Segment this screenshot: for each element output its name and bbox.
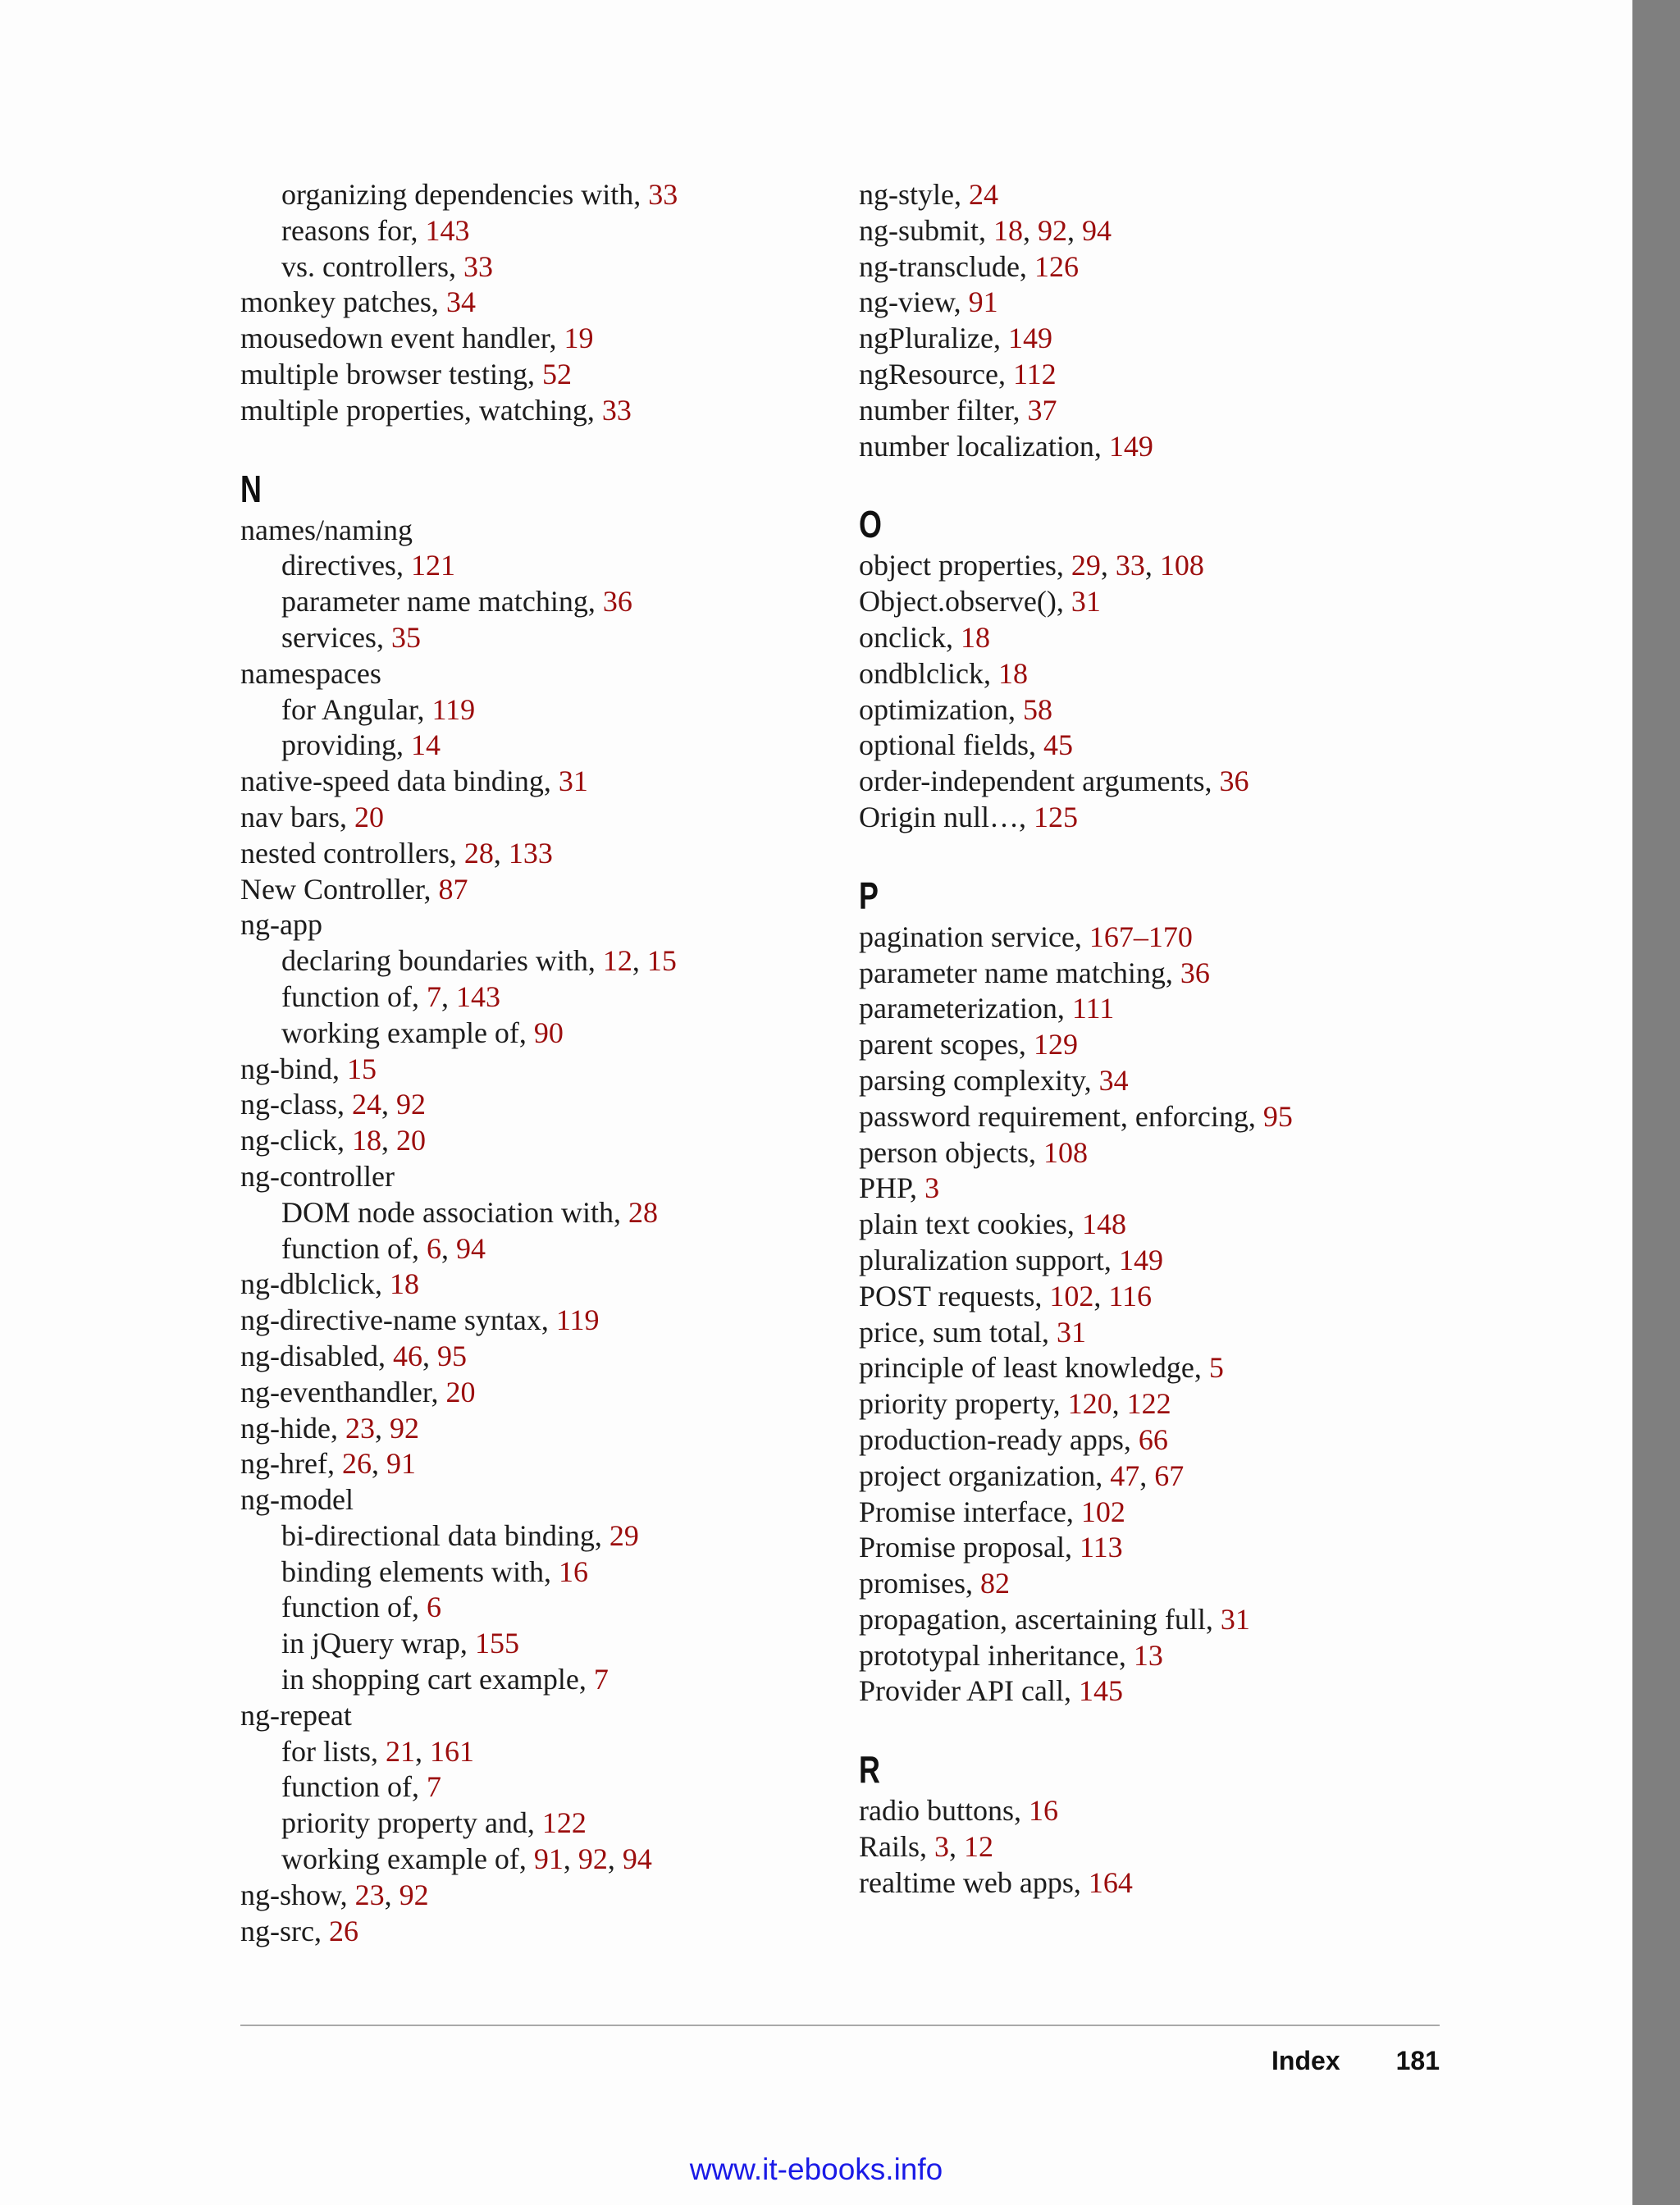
page-reference-link[interactable]: 15: [646, 944, 677, 978]
index-entry: [240, 1052, 815, 1088]
index-subentry: [240, 692, 815, 728]
page-reference-link[interactable]: 7: [426, 1770, 441, 1804]
index-term: ng-submit,: [859, 213, 994, 247]
index-term: number filter,: [859, 393, 1028, 427]
page-reference-link[interactable]: 12: [964, 1830, 994, 1864]
index-term: parameterization,: [859, 992, 1072, 1025]
index-term: Promise interface,: [859, 1495, 1081, 1528]
index-term: PHP,: [859, 1171, 925, 1205]
index-entry: ng-hide, 23, 92: [240, 1411, 419, 1445]
page-reference-link[interactable]: 33: [648, 178, 678, 211]
page-reference-link[interactable]: 125: [1034, 800, 1078, 833]
index-entry: [859, 620, 1482, 656]
index-entry: nested controllers, 28, 133: [240, 836, 553, 870]
index-entry: [240, 872, 815, 908]
page-reference-link[interactable]: 145: [1078, 1674, 1123, 1708]
index-term: in jQuery wrap,: [281, 1627, 475, 1660]
page-reference-link[interactable]: 111: [1071, 992, 1115, 1025]
index-entry: Rails, 3, 12: [859, 1830, 994, 1864]
page-reference-link[interactable]: 129: [1033, 1028, 1078, 1061]
page-reference-link[interactable]: 91: [386, 1447, 416, 1481]
footer-divider: [240, 2025, 1440, 2026]
page-reference-link[interactable]: 5: [1208, 1351, 1224, 1385]
page-reference-link[interactable]: 148: [1081, 1208, 1126, 1241]
index-subentry: [240, 249, 815, 285]
page-reference-link[interactable]: 91: [533, 1842, 564, 1876]
index-entry: [240, 1482, 815, 1518]
index-term: radio buttons,: [859, 1794, 1029, 1828]
page-reference-link[interactable]: 120: [1067, 1387, 1112, 1421]
page-reference-link[interactable]: 13: [1133, 1638, 1163, 1672]
page-reference-link[interactable]: 3: [934, 1830, 950, 1864]
page-reference-link[interactable]: 36: [1180, 956, 1210, 989]
index-entry: [859, 1673, 1482, 1710]
index-subentry: [240, 584, 815, 620]
index-term: working example of,: [281, 1016, 534, 1049]
index-entry: project organization, 47, 67: [859, 1459, 1185, 1492]
page-reference-link[interactable]: 7: [593, 1663, 609, 1696]
index-subentry: [240, 1662, 815, 1698]
page-reference-link[interactable]: 34: [445, 285, 476, 319]
index-term: ng-show,: [240, 1878, 355, 1911]
index-term: directives,: [281, 549, 411, 582]
index-entry: [240, 764, 815, 800]
index-entry: POST requests, 102, 116: [859, 1279, 1153, 1312]
index-subentry: [240, 548, 815, 584]
page-reference-link[interactable]: 108: [1043, 1135, 1088, 1169]
index-entry: ng-href, 26, 91: [240, 1447, 416, 1481]
page-reference-link[interactable]: 149: [1108, 429, 1153, 463]
page-reference-link[interactable]: 26: [328, 1914, 358, 1947]
index-term: ngResource,: [859, 357, 1013, 390]
index-entry: [859, 1063, 1482, 1099]
page-reference-link[interactable]: 92: [389, 1411, 419, 1445]
page-reference-link[interactable]: 167–170: [1089, 920, 1193, 953]
index-entry: [240, 513, 815, 549]
page-reference-link[interactable]: 119: [555, 1303, 600, 1337]
page-reference-link[interactable]: 113: [1079, 1531, 1123, 1564]
index-entry: [240, 656, 815, 692]
index-entry: ng-class, 24, 92: [240, 1088, 426, 1121]
page-reference-link[interactable]: 143: [425, 213, 470, 247]
page-reference-link[interactable]: 133: [508, 836, 553, 870]
index-entry: [859, 1243, 1482, 1279]
index-entry: [240, 1375, 815, 1411]
index-term: realtime web apps,: [859, 1865, 1089, 1899]
index-term: for Angular,: [281, 692, 432, 726]
page-reference-link[interactable]: 52: [541, 357, 572, 390]
section-letter-n: N: [240, 467, 262, 510]
page-reference-link[interactable]: 14: [411, 728, 441, 762]
index-entry: [859, 1315, 1482, 1351]
page-reference-link[interactable]: 90: [533, 1016, 564, 1049]
index-term: ng-bind,: [240, 1052, 347, 1085]
index-entry: [859, 321, 1482, 357]
index-entry: [859, 728, 1482, 764]
footer-page-number: 181: [1395, 2046, 1440, 2075]
page-reference-link[interactable]: 7: [426, 979, 441, 1013]
index-term: POST requests,: [859, 1279, 1050, 1312]
index-entry: [240, 1303, 815, 1339]
page-reference-link[interactable]: 20: [395, 1124, 426, 1157]
index-subentry: working example of, 91, 92, 94: [281, 1842, 652, 1876]
index-entry: [859, 1099, 1482, 1135]
index-entry: [859, 249, 1482, 285]
index-entry: [859, 764, 1482, 800]
index-entry: [240, 321, 815, 357]
index-term: order-independent arguments,: [859, 765, 1220, 798]
page-reference-link[interactable]: 45: [1043, 728, 1073, 762]
footer-section-label: Index: [1271, 2046, 1340, 2075]
page-reference-link[interactable]: 21: [386, 1734, 416, 1768]
page-reference-link[interactable]: 33: [601, 393, 632, 427]
index-term: propagation, ascertaining full,: [859, 1602, 1221, 1636]
page-reference-link[interactable]: 20: [354, 800, 384, 833]
index-term: production-ready apps,: [859, 1422, 1139, 1456]
page-reference-link[interactable]: 16: [558, 1554, 588, 1588]
index-entry: [859, 285, 1482, 321]
index-subentry: [240, 1554, 815, 1591]
index-term: ng-view,: [859, 285, 969, 319]
page-reference-link[interactable]: 6: [426, 1231, 441, 1265]
index-term: priority property and,: [281, 1806, 542, 1840]
index-term: parsing complexity,: [859, 1063, 1099, 1097]
index-term: plain text cookies,: [859, 1208, 1082, 1241]
index-entry: [859, 1422, 1482, 1459]
index-term: multiple properties, watching,: [240, 393, 602, 427]
index-term: number localization,: [859, 429, 1109, 463]
index-entry: [859, 1495, 1482, 1531]
index-entry: [859, 1530, 1482, 1566]
page-reference-link[interactable]: 121: [410, 549, 455, 582]
index-term: ondblclick,: [859, 656, 998, 690]
index-term: promises,: [859, 1567, 980, 1600]
page-reference-link[interactable]: 94: [622, 1842, 652, 1876]
index-entry: ng-disabled, 46, 95: [240, 1339, 467, 1372]
page-reference-link[interactable]: 46: [392, 1339, 422, 1372]
page-reference-link[interactable]: 18: [389, 1267, 419, 1301]
page-reference-link[interactable]: 31: [1220, 1602, 1250, 1636]
page-footer: [1271, 2043, 1440, 2079]
page-reference-link[interactable]: 23: [345, 1411, 375, 1445]
index-term: prototypal inheritance,: [859, 1638, 1134, 1672]
index-term: ng-app: [240, 908, 322, 942]
page-reference-link[interactable]: 149: [1007, 322, 1052, 355]
index-term: ng-click,: [240, 1124, 352, 1157]
index-entry: ng-click, 18, 20: [240, 1124, 426, 1157]
page-reference-link[interactable]: 126: [1034, 249, 1079, 283]
section-letter-o: O: [859, 503, 882, 546]
page-reference-link[interactable]: 18: [351, 1124, 381, 1157]
watermark-link[interactable]: www.it-ebooks.info: [689, 2152, 943, 2186]
index-term: vs. controllers,: [281, 249, 463, 283]
page-reference-link[interactable]: 92: [1038, 213, 1068, 247]
index-term: object properties,: [859, 549, 1071, 582]
index-subentry: [240, 1626, 815, 1662]
page-reference-link[interactable]: 37: [1027, 393, 1057, 427]
page-reference-link[interactable]: 35: [390, 620, 421, 654]
page-reference-link[interactable]: 31: [1056, 1315, 1086, 1349]
index-term: nav bars,: [240, 800, 354, 833]
page-reference-link[interactable]: 91: [968, 285, 998, 319]
index-entry: [240, 1159, 815, 1195]
index-subentry: [240, 213, 815, 249]
page-reference-link[interactable]: 122: [541, 1806, 587, 1840]
index-entry: [859, 1171, 1482, 1207]
page-reference-link[interactable]: 92: [399, 1878, 429, 1911]
page-reference-link[interactable]: 66: [1138, 1422, 1168, 1456]
page-reference-link[interactable]: 6: [426, 1591, 441, 1624]
index-subentry: [240, 1195, 815, 1231]
page-reference-link[interactable]: 31: [1071, 585, 1101, 619]
index-term: Rails,: [859, 1830, 935, 1864]
page-reference-link[interactable]: 116: [1108, 1279, 1153, 1312]
index-subentry: [240, 1518, 815, 1554]
page-reference-link[interactable]: 3: [924, 1171, 940, 1205]
index-term: monkey patches,: [240, 285, 446, 319]
index-entry: [859, 1135, 1482, 1171]
index-term: bi-directional data binding,: [281, 1518, 609, 1552]
index-subentry: [240, 728, 815, 764]
page-reference-link[interactable]: 23: [354, 1878, 385, 1911]
index-entry: [859, 956, 1482, 992]
page-reference-link[interactable]: 33: [1115, 549, 1145, 582]
page-reference-link[interactable]: 161: [430, 1734, 475, 1768]
page-reference-link[interactable]: 18: [998, 656, 1028, 690]
index-term: parameter name matching,: [281, 585, 603, 619]
index-term: ng-class,: [240, 1088, 352, 1121]
section-letter-r: R: [859, 1748, 880, 1792]
viewer-side-bar: [1632, 0, 1680, 2205]
page-reference-link[interactable]: 119: [431, 692, 476, 726]
page-reference-link[interactable]: 28: [463, 836, 494, 870]
index-term: parent scopes,: [859, 1028, 1034, 1061]
index-term: in shopping cart example,: [281, 1663, 594, 1696]
index-term: principle of least knowledge,: [859, 1351, 1209, 1385]
index-subentry: [240, 1590, 815, 1626]
index-term: namespaces: [240, 656, 381, 690]
index-term: declaring boundaries with,: [281, 944, 603, 978]
index-term: ng-model: [240, 1483, 354, 1517]
page-reference-link[interactable]: 12: [602, 944, 632, 978]
page-reference-link[interactable]: 112: [1012, 357, 1057, 390]
index-entry: [240, 1267, 815, 1303]
page-reference-link[interactable]: 67: [1154, 1459, 1185, 1492]
index-term: Promise proposal,: [859, 1531, 1080, 1564]
index-entry: [859, 1865, 1482, 1901]
index-term: function of,: [281, 1770, 427, 1804]
index-term: reasons for,: [281, 213, 426, 247]
index-subentry: [240, 1016, 815, 1052]
index-entry: object properties, 29, 33, 108: [859, 549, 1204, 582]
page-reference-link[interactable]: 92: [578, 1842, 608, 1876]
index-entry: [859, 920, 1482, 956]
index-subentry: for lists, 21, 161: [281, 1734, 475, 1768]
index-entry: [859, 1602, 1482, 1638]
index-term: parameter name matching,: [859, 956, 1180, 989]
page-reference-link[interactable]: 19: [564, 322, 594, 355]
index-entry: [859, 1350, 1482, 1386]
page-reference-link[interactable]: 20: [445, 1375, 476, 1408]
page-reference-link[interactable]: 58: [1022, 692, 1052, 726]
index-term: organizing dependencies with,: [281, 178, 649, 211]
index-entry: [859, 991, 1482, 1027]
page-reference-link[interactable]: 95: [436, 1339, 467, 1372]
page-reference-link[interactable]: 34: [1098, 1063, 1129, 1097]
index-term: optional fields,: [859, 728, 1043, 762]
index-entry: [859, 1566, 1482, 1602]
page-reference-link[interactable]: 24: [968, 178, 998, 211]
index-column-right: [859, 177, 1482, 1901]
index-term: ng-href,: [240, 1447, 342, 1481]
index-term: ng-controller: [240, 1159, 395, 1193]
index-term: ng-directive-name syntax,: [240, 1303, 556, 1337]
index-entry: priority property, 120, 122: [859, 1387, 1171, 1421]
index-term: ng-style,: [859, 178, 969, 211]
page-reference-link[interactable]: 122: [1126, 1387, 1171, 1421]
index-entry: ng-show, 23, 92: [240, 1878, 429, 1911]
section-letter-p: P: [859, 874, 879, 917]
index-term: ng-repeat: [240, 1698, 352, 1732]
index-term: native-speed data binding,: [240, 765, 559, 798]
index-term: binding elements with,: [281, 1554, 559, 1588]
index-term: function of,: [281, 1591, 427, 1624]
index-entry: [859, 656, 1482, 692]
index-term: price, sum total,: [859, 1315, 1057, 1349]
index-term: providing,: [281, 728, 411, 762]
index-entry: [240, 907, 815, 943]
index-term: nested controllers,: [240, 836, 464, 870]
index-term: ngPluralize,: [859, 322, 1008, 355]
index-term: for lists,: [281, 1734, 386, 1768]
index-term: project organization,: [859, 1459, 1111, 1492]
index-column-left: [240, 177, 815, 1949]
index-entry: [240, 357, 815, 393]
page-reference-link[interactable]: 36: [1219, 765, 1249, 798]
page-reference-link[interactable]: 95: [1262, 1099, 1293, 1133]
page-reference-link[interactable]: 149: [1118, 1243, 1163, 1276]
page-reference-link[interactable]: 92: [395, 1088, 426, 1121]
index-term: mousedown event handler,: [240, 322, 564, 355]
page-reference-link[interactable]: 26: [341, 1447, 372, 1481]
index-term: ng-transclude,: [859, 249, 1034, 283]
index-subentry: [240, 620, 815, 656]
index-entry: [859, 357, 1482, 393]
index-term: pagination service,: [859, 920, 1089, 953]
page-reference-link[interactable]: 87: [438, 872, 468, 906]
index-term: multiple browser testing,: [240, 357, 542, 390]
page-reference-link[interactable]: 94: [1082, 213, 1112, 247]
index-entry: [859, 1793, 1482, 1829]
index-term: function of,: [281, 1231, 427, 1265]
page-reference-link[interactable]: 28: [628, 1195, 658, 1229]
index-entry: [240, 1914, 815, 1950]
index-subentry: [240, 1769, 815, 1806]
page-reference-link[interactable]: 164: [1088, 1865, 1133, 1899]
index-entry: ng-submit, 18, 92, 94: [859, 213, 1112, 247]
page-reference-link[interactable]: 94: [455, 1231, 486, 1265]
index-term: function of,: [281, 979, 427, 1013]
index-entry: [240, 393, 815, 429]
page-reference-link[interactable]: 33: [463, 249, 493, 283]
index-term: ng-hide,: [240, 1411, 345, 1445]
page-reference-link[interactable]: 155: [474, 1627, 519, 1660]
index-term: person objects,: [859, 1135, 1043, 1169]
index-term: ng-src,: [240, 1914, 329, 1947]
index-subentry: [240, 1806, 815, 1842]
page-reference-link[interactable]: 47: [1110, 1459, 1140, 1492]
index-term: New Controller,: [240, 872, 439, 906]
page-reference-link[interactable]: 143: [455, 979, 500, 1013]
index-entry: [859, 429, 1482, 465]
index-entry: [859, 800, 1482, 836]
index-subentry: [240, 177, 815, 213]
page-reference-link[interactable]: 16: [1028, 1794, 1058, 1828]
index-subentry: function of, 6, 94: [281, 1231, 486, 1265]
index-entry: [240, 1698, 815, 1734]
index-term: Object.observe(),: [859, 585, 1071, 619]
page-reference-link[interactable]: 18: [960, 620, 990, 654]
index-term: pluralization support,: [859, 1243, 1119, 1276]
index-term: priority property,: [859, 1387, 1068, 1421]
index-subentry: function of, 7, 143: [281, 979, 500, 1013]
page-reference-link[interactable]: 29: [1071, 549, 1101, 582]
index-entry: [240, 800, 815, 836]
index-term: DOM node association with,: [281, 1195, 628, 1229]
index-term: Provider API call,: [859, 1674, 1079, 1708]
page-reference-link[interactable]: 82: [980, 1567, 1010, 1600]
index-entry: [859, 584, 1482, 620]
index-entry: [859, 393, 1482, 429]
index-entry: [859, 692, 1482, 728]
index-term: ng-disabled,: [240, 1339, 393, 1372]
index-entry: [240, 285, 815, 321]
index-entry: [859, 1207, 1482, 1243]
page-reference-link[interactable]: 102: [1080, 1495, 1125, 1528]
index-entry: [859, 1638, 1482, 1674]
index-term: password requirement, enforcing,: [859, 1099, 1263, 1133]
index-term: onclick,: [859, 620, 961, 654]
index-entry: [859, 177, 1482, 213]
index-term: working example of,: [281, 1842, 534, 1876]
page-reference-link[interactable]: 108: [1159, 549, 1204, 582]
index-term: services,: [281, 620, 391, 654]
page-reference-link[interactable]: 15: [347, 1052, 377, 1085]
page-reference-link[interactable]: 18: [993, 213, 1024, 247]
index-term: names/naming: [240, 513, 413, 546]
index-term: Origin null…,: [859, 800, 1034, 833]
index-term: optimization,: [859, 692, 1023, 726]
page-reference-link[interactable]: 24: [351, 1088, 381, 1121]
index-term: ng-eventhandler,: [240, 1375, 446, 1408]
page-reference-link[interactable]: 102: [1049, 1279, 1094, 1312]
index-term: ng-dblclick,: [240, 1267, 390, 1301]
page-reference-link[interactable]: 36: [602, 585, 632, 619]
index-entry: [859, 1027, 1482, 1063]
page-reference-link[interactable]: 31: [558, 765, 588, 798]
page-reference-link[interactable]: 29: [609, 1518, 639, 1552]
index-subentry: declaring boundaries with, 12, 15: [281, 944, 677, 978]
